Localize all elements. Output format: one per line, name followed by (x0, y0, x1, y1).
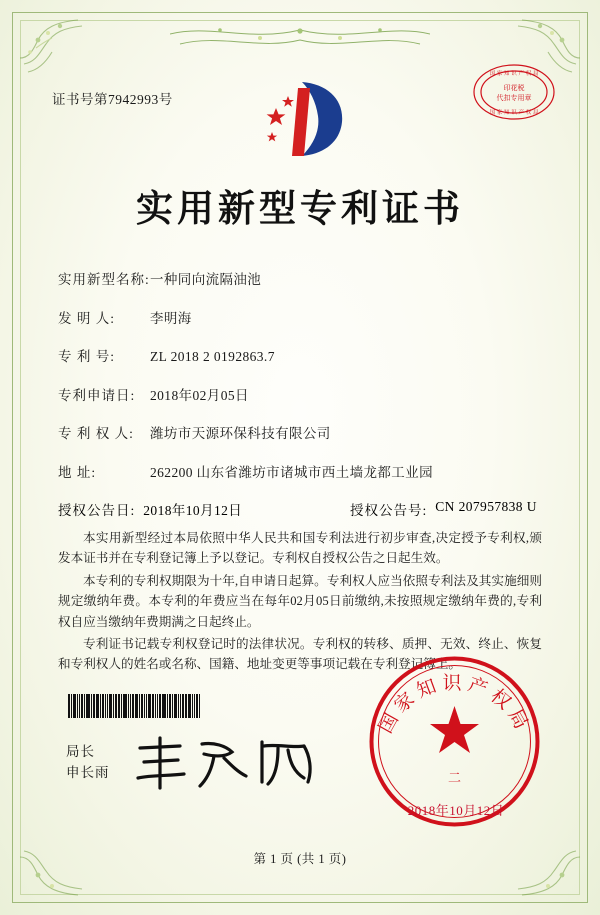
field-value: CN 207957838 U (435, 499, 537, 514)
field-value: 2018年10月12日 (143, 503, 243, 518)
certificate-number: 证书号第7942993号 (52, 92, 173, 107)
field-value: 潍坊市天源环保科技有限公司 (150, 426, 331, 441)
field-row (58, 384, 548, 404)
svg-text:国 家 知 识 产 权 局: 国 家 知 识 产 权 局 (489, 110, 539, 116)
field-label: 授权公告号: (350, 503, 428, 518)
svg-text:国家知识产权局: 国家知识产权局 (374, 672, 535, 737)
field-value: 李明海 (150, 310, 192, 326)
field-label: 专 利 权 人: (58, 426, 134, 441)
field-label: 实用新型名称: (58, 272, 150, 287)
field-label: 授权公告日: (58, 503, 136, 518)
page-title: 实用新型专利证书 (136, 186, 464, 230)
grant-publication-number-field (350, 499, 548, 519)
field-row (58, 345, 548, 365)
svg-text:代扣专用章: 代扣专用章 (496, 94, 532, 102)
field-row (58, 422, 548, 442)
signature-block (66, 742, 110, 784)
field-value: ZL 2018 2 0192863.7 (150, 349, 275, 364)
field-row (58, 461, 548, 481)
field-row (58, 268, 548, 288)
handwritten-signature-icon (128, 732, 328, 794)
signature-name: 申长雨 (66, 764, 110, 780)
signature-role: 局长 (66, 744, 95, 759)
svg-text:二: 二 (447, 771, 462, 786)
field-label: 专利申请日: (58, 387, 136, 403)
barcode (68, 694, 218, 718)
grant-date-field (58, 499, 350, 519)
patent-office-logo-icon (258, 78, 348, 160)
field-value: 2018年02月05日 (150, 387, 249, 403)
page-footer: 第 1 页 (共 1 页) (253, 852, 347, 866)
svg-text:印花税: 印花税 (503, 84, 525, 92)
paragraph: 本专利的专利权期限为十年,自申请日起算。专利权人应当依照专利法及其实施细则规定缴纳年费。本专利的年费应当在每年02月05日前缴纳,未按照规定缴纳年费的,专利权自应当缴纳年费期满之日起终止。 (58, 573, 542, 629)
field-label: 地 址: (58, 464, 97, 480)
field-row (58, 307, 548, 327)
field-value: 一种同向流隔油池 (150, 272, 262, 287)
field-label: 专 利 号: (58, 349, 116, 364)
svg-text:国 家 知 识 产 权 局: 国 家 知 识 产 权 局 (489, 71, 539, 77)
seal-date: 2018年10月12日 (407, 803, 505, 818)
field-label: 发 明 人: (58, 310, 116, 326)
field-value: 262200 山东省潍坊市诸城市西土墙龙都工业园 (150, 464, 433, 480)
paragraph: 专利证书记载专利权登记时的法律状况。专利权的转移、质押、无效、终止、恢复和专利权人的姓名或名称、国籍、地址变更等事项记载在专利登记簿上。 (58, 636, 542, 672)
tax-stamp-icon (470, 62, 558, 122)
paragraph: 本实用新型经过本局依照中华人民共和国专利法进行初步审查,决定授予专利权,颁发本证书并在专利登记簿上予以登记。专利权自授权公告之日起生效。 (58, 531, 542, 566)
field-list (58, 268, 548, 538)
field-row-dual (58, 499, 548, 519)
